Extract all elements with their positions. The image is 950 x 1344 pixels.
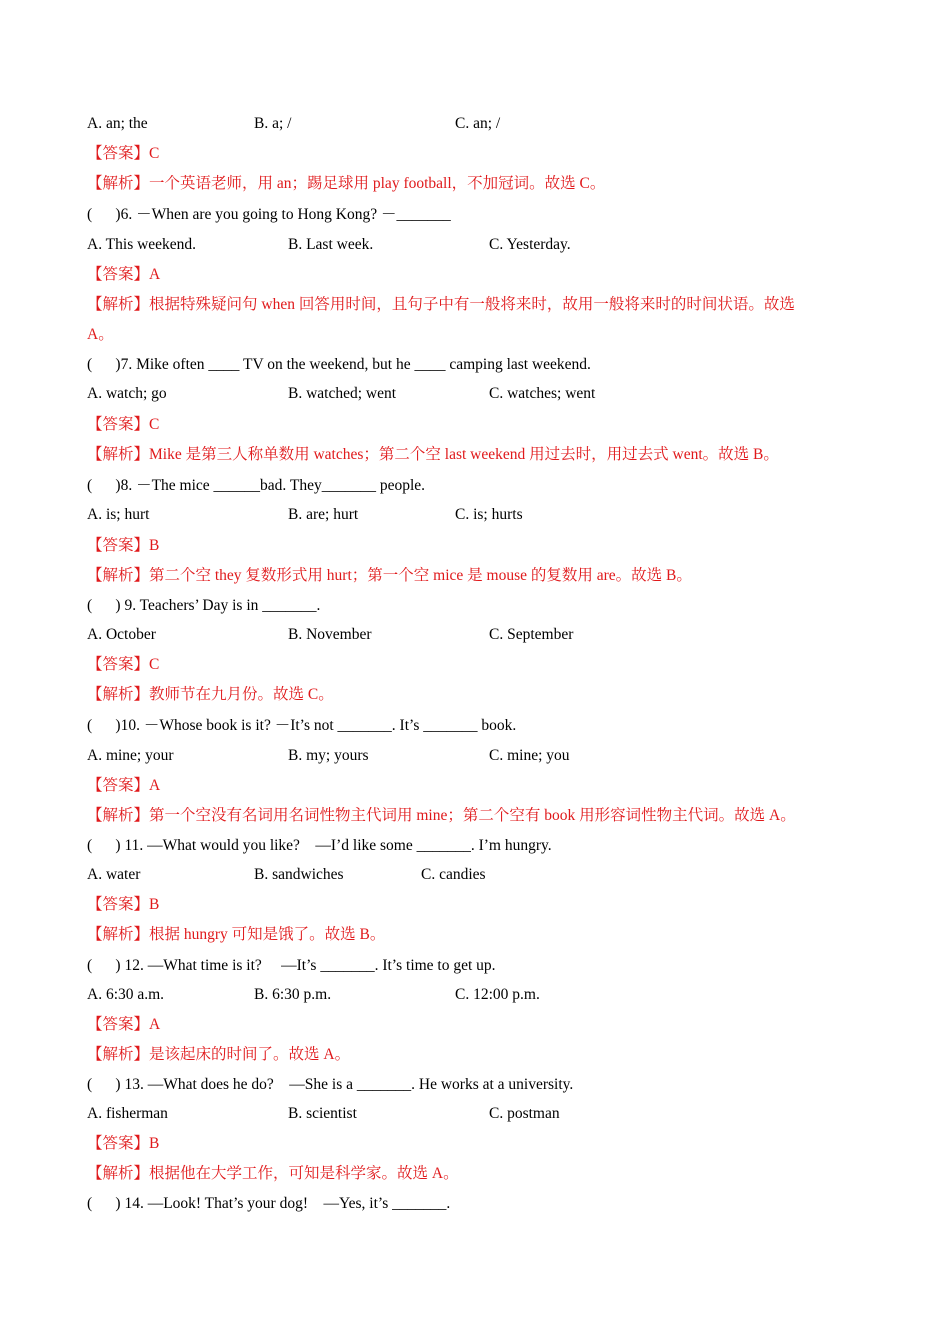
analysis-line: 【解析】教师节在九月份。故选 C。: [87, 686, 334, 703]
option-c: C. an; /: [455, 115, 501, 132]
question-line: ( )8. －The mice ______bad. They_______ people.: [87, 477, 426, 494]
question-line: ( ) 9. Teachers’ Day is in _______.: [87, 597, 321, 614]
question-line: ( )6. －When are you going to Hong Kong? －_______: [87, 206, 451, 223]
option-b: B. November: [288, 626, 372, 643]
option-c: C. 12:00 p.m.: [455, 986, 540, 1003]
analysis-line: 【解析】一个英语老师，用 an；踢足球用 play football，不加冠词。故选 C。: [87, 175, 606, 192]
analysis-line: 【解析】第二个空 they 复数形式用 hurt；第一个空 mice 是 mouse 的复数用 are。故选 B。: [87, 567, 692, 584]
option-b: B. 6:30 p.m.: [254, 986, 332, 1003]
option-c: C. Yesterday.: [489, 236, 571, 253]
analysis-line: 【解析】Mike 是第三人称单数用 watches；第二个空 last weekend 用过去时，用过去式 went。故选 B。: [87, 446, 779, 463]
question-line: ( ) 12. —What time is it? —It’s _______. It’s time to get up.: [87, 957, 496, 974]
option-b: B. are; hurt: [288, 506, 359, 523]
answer-line: 【答案】C: [87, 656, 160, 673]
option-a: A. 6:30 a.m.: [87, 986, 165, 1003]
option-a: A. water: [87, 866, 141, 883]
option-c: C. postman: [489, 1105, 560, 1122]
option-b: B. sandwiches: [254, 866, 344, 883]
option-b: B. Last week.: [288, 236, 374, 253]
option-c: C. watches; went: [489, 385, 596, 402]
answer-line: 【答案】B: [87, 1135, 160, 1152]
answer-line: 【答案】C: [87, 416, 160, 433]
option-a: A. watch; go: [87, 385, 167, 402]
analysis-line: 【解析】是该起床的时间了。故选 A。: [87, 1046, 351, 1063]
analysis-line: 【解析】根据特殊疑问句 when 回答用时间，且句子中有一般将来时，故用一般将来时的时间状语。故选: [87, 296, 795, 313]
option-a: A. mine; your: [87, 747, 174, 764]
answer-line: 【答案】A: [87, 777, 161, 794]
option-c: C. September: [489, 626, 574, 643]
question-line: ( ) 14. —Look! That’s your dog! —Yes, it’s _______.: [87, 1195, 451, 1212]
option-a: A. October: [87, 626, 156, 643]
option-a: A. is; hurt: [87, 506, 150, 523]
answer-line: 【答案】A: [87, 1016, 161, 1033]
question-line: ( )10. －Whose book is it? －It’s not _______. It’s _______ book.: [87, 717, 517, 734]
option-b: B. my; yours: [288, 747, 369, 764]
option-a: A. an; the: [87, 115, 148, 132]
answer-line: 【答案】A: [87, 266, 161, 283]
option-a: A. fisherman: [87, 1105, 168, 1122]
answer-line: 【答案】B: [87, 896, 160, 913]
option-b: B. a; /: [254, 115, 292, 132]
analysis-line: 【解析】根据他在大学工作，可知是科学家。故选 A。: [87, 1165, 459, 1182]
option-b: B. watched; went: [288, 385, 397, 402]
question-line: ( )7. Mike often ____ TV on the weekend, but he ____ camping last weekend.: [87, 356, 591, 373]
option-b: B. scientist: [288, 1105, 357, 1122]
analysis-line: 【解析】第一个空没有名词用名词性物主代词用 mine；第二个空有 book 用形容词性物主代词。故选 A。: [87, 807, 796, 824]
question-line: ( ) 11. —What would you like? —I’d like some _______. I’m hungry.: [87, 837, 552, 854]
option-a: A. This weekend.: [87, 236, 197, 253]
option-c: C. is; hurts: [455, 506, 523, 523]
answer-line: 【答案】C: [87, 145, 160, 162]
option-c: C. candies: [421, 866, 486, 883]
analysis-line: 【解析】根据 hungry 可知是饿了。故选 B。: [87, 926, 386, 943]
analysis-line-continued: A。: [87, 326, 114, 343]
answer-line: 【答案】B: [87, 537, 160, 554]
option-c: C. mine; you: [489, 747, 570, 764]
question-line: ( ) 13. —What does he do? —She is a _______. He works at a university.: [87, 1076, 574, 1093]
